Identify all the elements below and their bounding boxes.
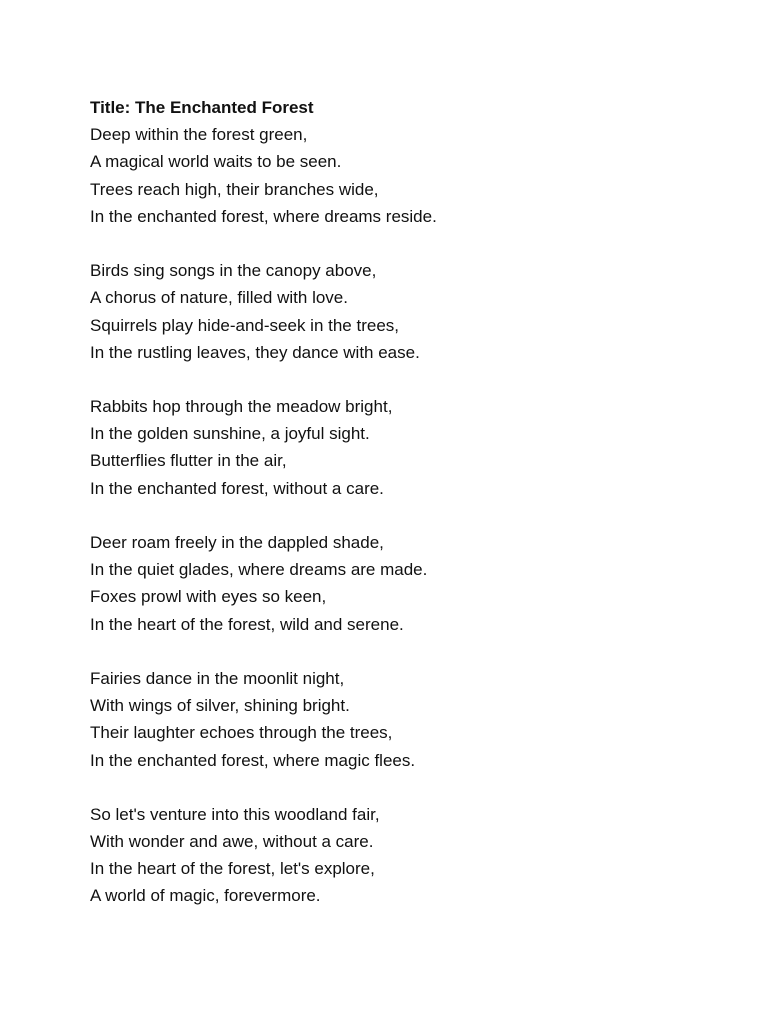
poem-line: In the enchanted forest, where magic flees. (90, 750, 416, 770)
poem-line: In the quiet glades, where dreams are made. (90, 560, 428, 580)
poem-line: Trees reach high, their branches wide, (90, 179, 379, 199)
poem-line: In the heart of the forest, wild and serene. (90, 614, 404, 634)
poem-line: A magical world waits to be seen. (90, 152, 342, 172)
stanza-1 (90, 121, 730, 230)
poem-line: So let's venture into this woodland fair, (90, 804, 380, 824)
poem-line: A world of magic, forevermore. (90, 886, 321, 906)
stanza-6 (90, 801, 730, 910)
poem-line: Deep within the forest green, (90, 125, 308, 145)
poem-line: Butterflies flutter in the air, (90, 451, 287, 471)
document-page (90, 94, 730, 910)
poem-line: Foxes prowl with eyes so keen, (90, 587, 327, 607)
poem-line: Fairies dance in the moonlit night, (90, 668, 345, 688)
poem-line: In the enchanted forest, without a care. (90, 478, 384, 498)
poem-line: Birds sing songs in the canopy above, (90, 261, 377, 281)
poem-line: A chorus of nature, filled with love. (90, 288, 348, 308)
poem-line: Their laughter echoes through the trees, (90, 723, 393, 743)
poem-line: In the golden sunshine, a joyful sight. (90, 424, 370, 444)
poem-line: In the rustling leaves, they dance with ease. (90, 342, 420, 362)
poem-line: In the heart of the forest, let's explore, (90, 859, 375, 879)
poem-title: Title: The Enchanted Forest (90, 98, 314, 117)
poem-line: Deer roam freely in the dappled shade, (90, 533, 384, 552)
poem-line: Squirrels play hide-and-seek in the trees, (90, 315, 399, 335)
stanza-3 (90, 393, 730, 502)
stanza-5 (90, 665, 730, 774)
stanza-2 (90, 257, 730, 366)
poem-line: Rabbits hop through the meadow bright, (90, 397, 393, 417)
poem-line: In the enchanted forest, where dreams reside. (90, 206, 437, 226)
poem-line: With wonder and awe, without a care. (90, 832, 374, 852)
poem-line: With wings of silver, shining bright. (90, 696, 350, 716)
stanza-4 (90, 529, 730, 638)
